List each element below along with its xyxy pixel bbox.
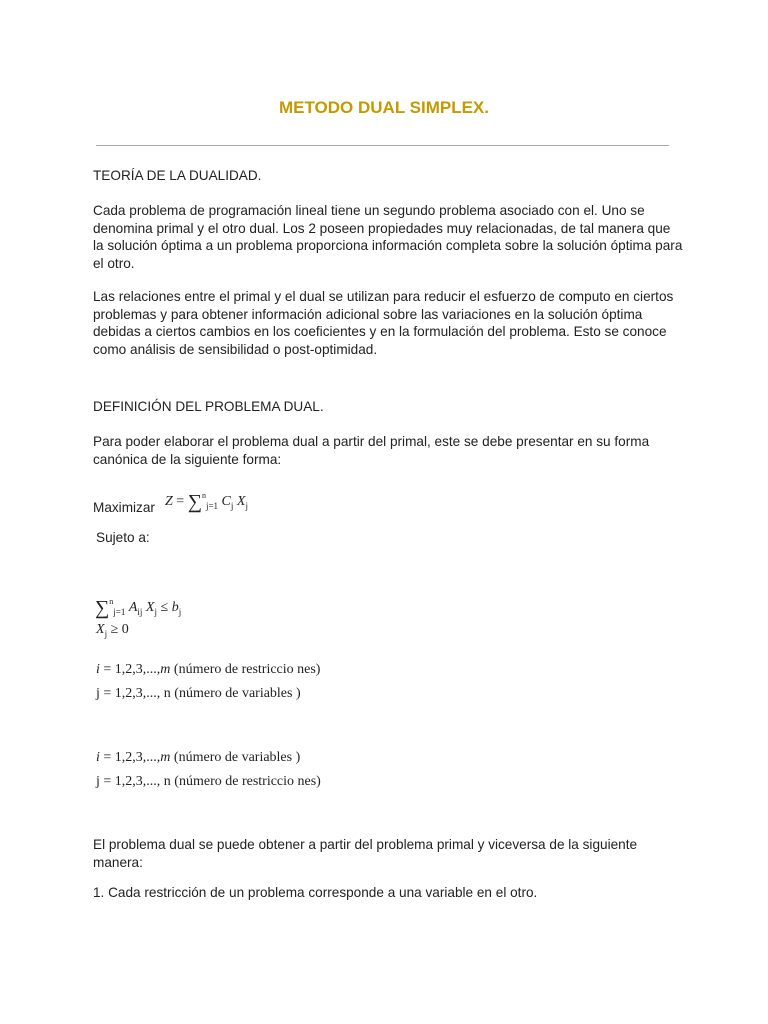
objective-x: X <box>236 494 246 509</box>
constraint-sum-upper: n <box>109 597 114 606</box>
paragraph-primal-dual-relations: Las relaciones entre el primal y el dual se utilizan para reducir el esfuerzo de computo en ciertos problemas y para obtener información adicional sobre las variaciones en la solución óptima debidas a ciertos cambios en los coeficientes y en la formulación del problema. Esto se conoce como análisis de sensibilidad o post-optimidad. <box>93 289 674 357</box>
dual-i-desc: (número de variables ) <box>173 750 301 765</box>
dual-j-desc: (número de restriccio nes) <box>174 774 321 789</box>
nonneg-zero: 0 <box>121 622 129 637</box>
dual-i-var: i <box>96 750 100 765</box>
primal-j-desc: (número de variables ) <box>174 686 301 701</box>
dual-index-j <box>96 774 321 790</box>
list-item-1: 1. Cada restricción de un problema corresponde a una variable en el otro. <box>93 885 538 900</box>
constraint-formula <box>95 594 181 620</box>
section-heading-duality: TEORÍA DE LA DUALIDAD. <box>93 168 262 183</box>
page-title: METODO DUAL SIMPLEX. <box>278 98 489 117</box>
paragraph-dual-from-primal: El problema dual se puede obtener a partir del problema primal y viceversa de la siguiente manera: <box>93 837 638 870</box>
nonneg-x: X <box>96 622 105 637</box>
objective-sum-lower: j=1 <box>205 501 219 511</box>
dual-i-range: = 1,2,3,..., <box>103 750 161 765</box>
nonneg-x-sub: j <box>104 629 108 639</box>
primal-i-desc: (número de restriccio nes) <box>173 662 321 677</box>
dual-j-var: j <box>96 774 100 789</box>
constraint-sum-symbol: ∑ <box>95 597 110 619</box>
constraint-a-sub: ij <box>137 607 143 617</box>
primal-index-i <box>96 662 320 678</box>
paragraph-duality-intro: Cada problema de programación lineal tiene un segundo problema asociado con el. Uno se denomina primal y el otro dual. Los 2 poseen propiedades muy relacionadas, de tal manera que la solución óptima a un problema proporciona información completa sobre la solución óptima para el otro. <box>93 203 683 271</box>
primal-j-var: j <box>96 686 100 701</box>
constraint-x-sub: j <box>154 607 157 617</box>
dual-j-range: = 1,2,3,..., n <box>103 774 171 789</box>
objective-sum-symbol: ∑ <box>187 491 202 513</box>
subject-to-label: Sujeto a: <box>96 530 150 545</box>
constraint-x: X <box>145 600 155 615</box>
objective-c-sub: j <box>230 501 234 511</box>
constraint-sum-lower: j=1 <box>113 607 126 617</box>
nonnegativity-formula <box>96 622 129 642</box>
constraint-rel: ≤ <box>160 600 169 615</box>
dual-index-i <box>96 750 300 766</box>
primal-j-range: = 1,2,3,..., n <box>103 686 171 701</box>
maximize-label: Maximizar <box>93 500 155 515</box>
primal-i-range: = 1,2,3,..., <box>103 662 161 677</box>
objective-eq: = <box>176 494 185 509</box>
paragraph-canonical-form: Para poder elaborar el problema dual a partir del primal, este se debe presentar en su forma canónica de la siguiente forma: <box>93 434 650 467</box>
constraint-a: A <box>128 600 138 615</box>
primal-i-end: m <box>160 662 171 677</box>
objective-x-sub: j <box>245 501 248 511</box>
objective-function-formula <box>165 488 248 514</box>
primal-i-var: i <box>96 662 100 677</box>
dual-i-end: m <box>160 750 171 765</box>
objective-sum-upper: n <box>201 491 206 500</box>
constraint-b-sub: j <box>178 607 182 617</box>
constraint-b: b <box>171 600 179 615</box>
nonneg-rel: ≥ <box>110 622 119 637</box>
primal-index-j <box>96 686 301 702</box>
section-heading-dual-definition: DEFINICIÓN DEL PROBLEMA DUAL. <box>93 399 324 414</box>
objective-c: C <box>221 494 231 509</box>
objective-z: Z <box>165 494 173 509</box>
title-divider <box>96 145 669 146</box>
